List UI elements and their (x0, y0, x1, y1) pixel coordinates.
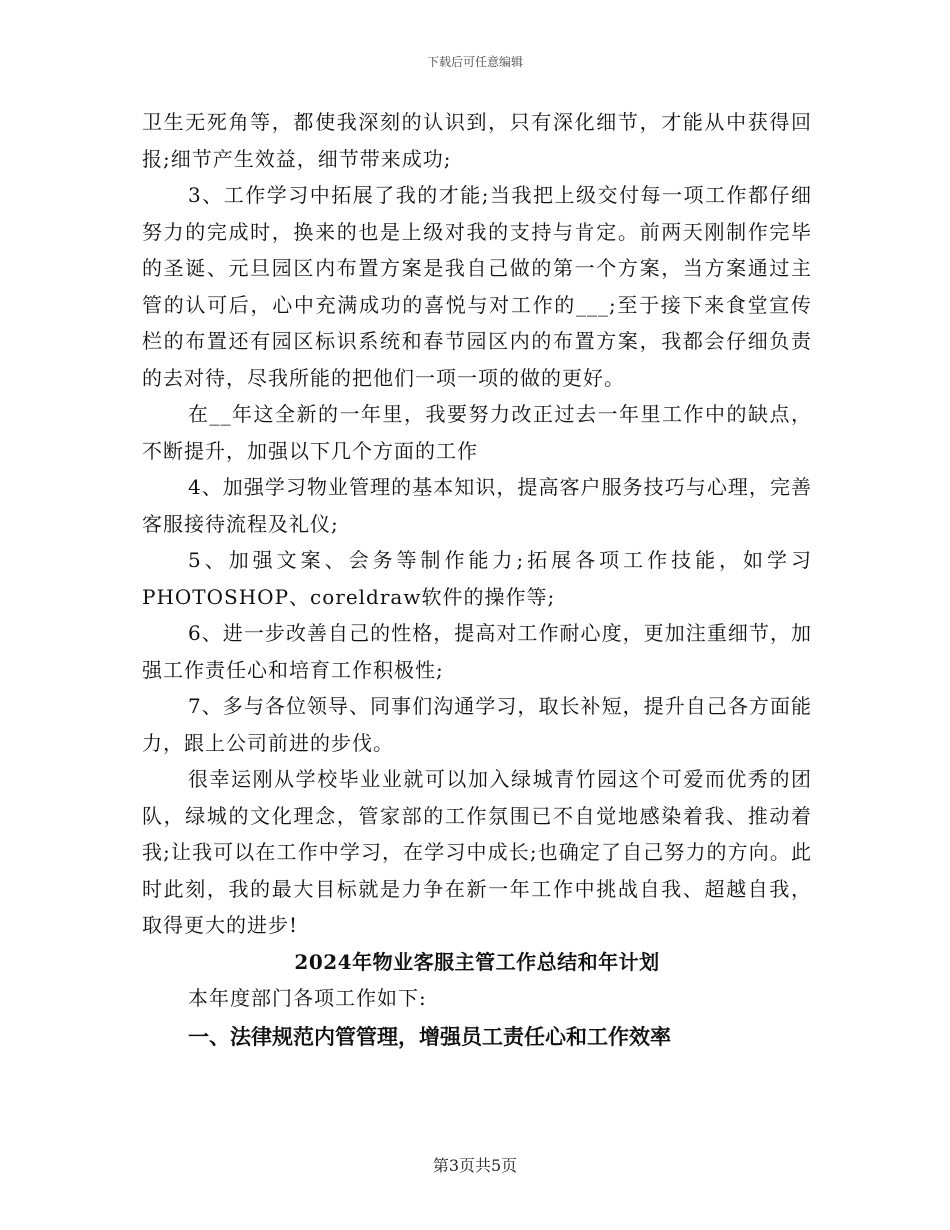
paragraph: 卫生无死角等，都使我深刻的认识到，只有深化细节，才能从中获得回报;细节产生效益，细节带来成功; (142, 110, 812, 171)
paragraph: 6、进一步改善自己的性格，提高对工作耐心度，更加注重细节，加强工作责任心和培育工作积极性; (142, 621, 812, 682)
paragraph: 在__年这全新的一年里，我要努力改正过去一年里工作中的缺点，不断提升，加强以下几个方面的工作 (142, 402, 812, 463)
intro-text: 本年度部门各项工作如下: (188, 986, 427, 1010)
paragraph: 很幸运刚从学校毕业业就可以加入绿城青竹园这个可爱而优秀的团队，绿城的文化理念，管家部的工作氛围已不自觉地感染着我、推动着我;让我可以在工作中学习，在学习中成长;也确定了自己努力的方向。此时此刻，我的最大目标就是力争在新一年工作中挑战自我、超越自我，取得更大的进步! (142, 767, 812, 937)
page-header: 下载后可任意编辑 (426, 55, 523, 69)
paragraph: 3、工作学习中拓展了我的才能;当我把上级交付每一项工作都仔细努力的完成时，换来的也是上级对我的支持与肯定。前两天刚制作完毕的圣诞、元旦园区内布置方案是我自己做的第一个方案，当方案通过主管的认可后，心中充满成功的喜悦与对工作的___;至于接下来食堂宣传栏的布置还有园区标识系统和春节园区内的布置方案，我都会仔细负责的去对待，尽我所能的把他们一项一项的做的更好。 (142, 183, 812, 390)
page-number: 第3页共5页 (432, 1156, 518, 1175)
paragraph: 7、多与各位领导、同事们沟通学习，取长补短，提升自己各方面能力，跟上公司前进的步伐。 (142, 694, 812, 755)
document-body (142, 104, 812, 1057)
document-title: 2024年物业客服主管工作总结和年计划 (294, 949, 660, 974)
section-heading: 一、法律规范内管管理，增强员工责任心和工作效率 (188, 1024, 671, 1049)
paragraph: 5、加强文案、会务等制作能力;拓展各项工作技能，如学习PHOTOSHOP、coreldraw软件的操作等; (142, 548, 812, 609)
paragraph: 4、加强学习物业管理的基本知识，提高客户服务技巧与心理，完善客服接待流程及礼仪; (142, 475, 812, 536)
